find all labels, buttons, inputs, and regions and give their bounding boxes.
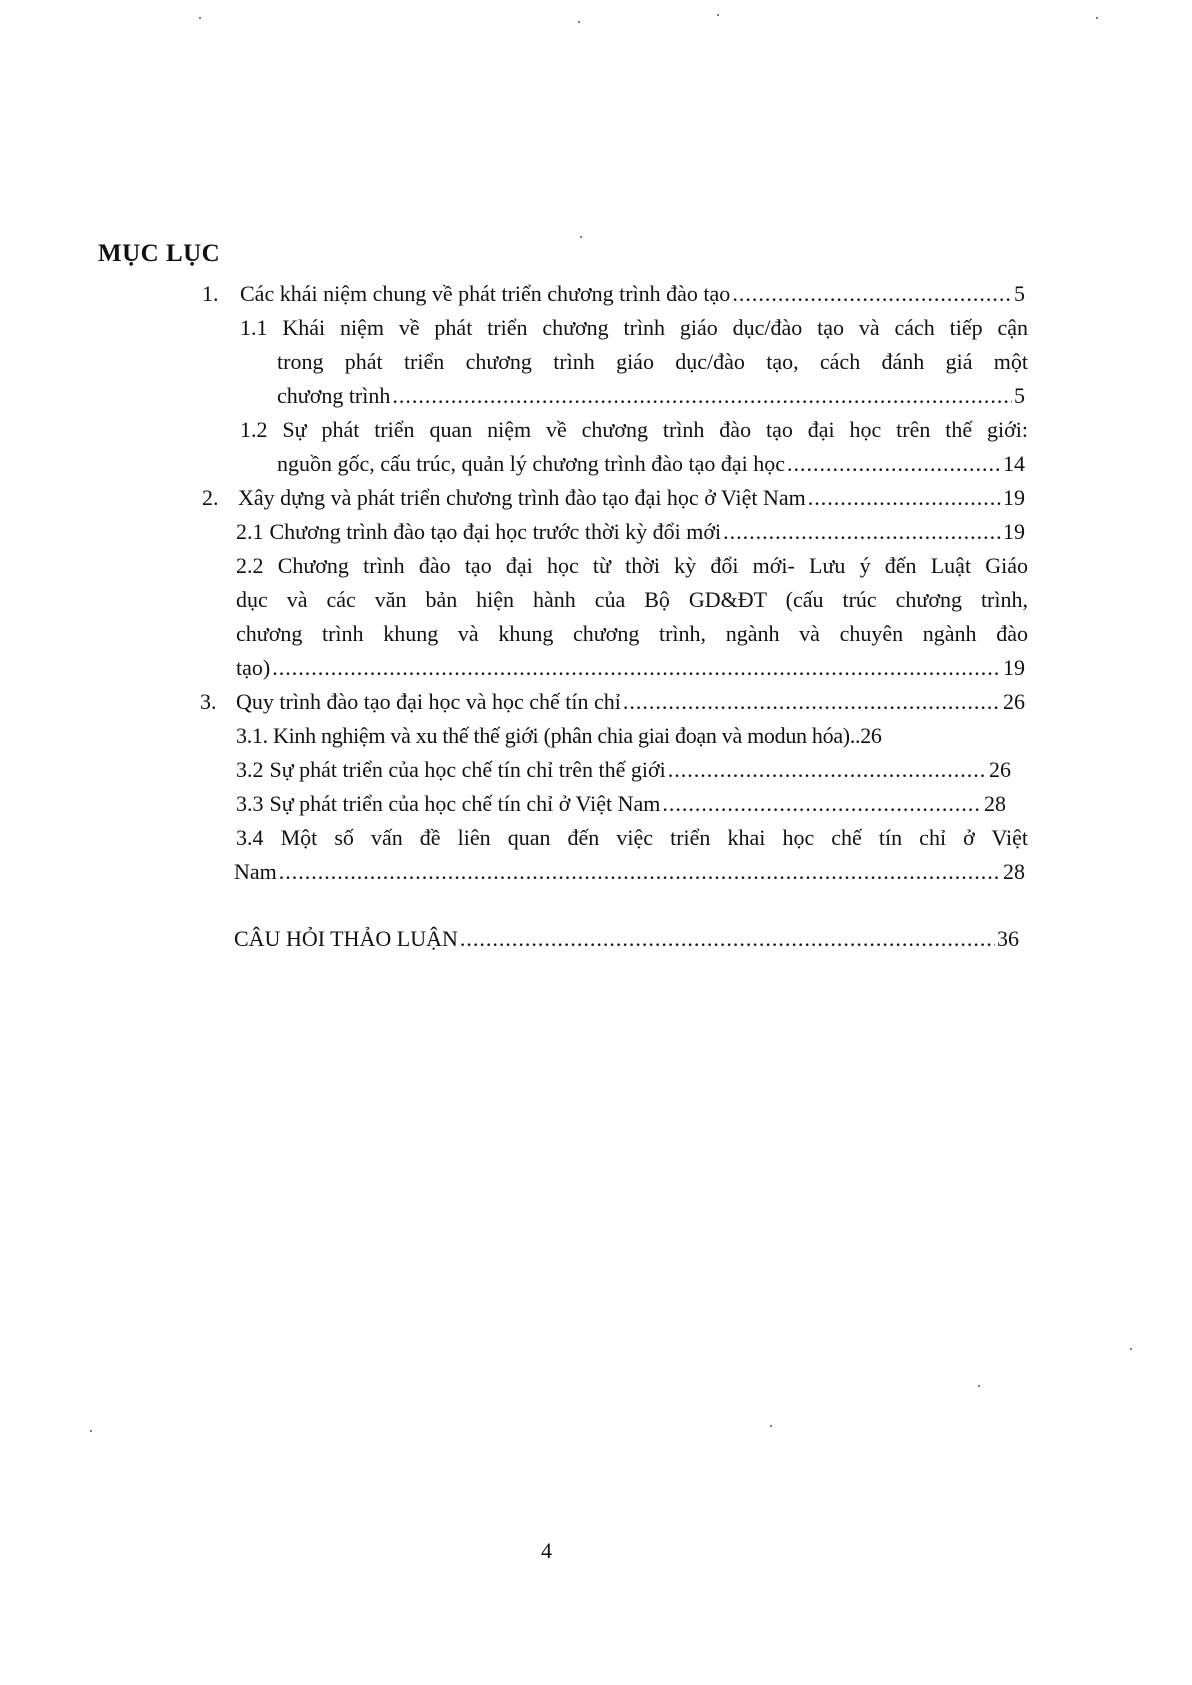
toc-entry-3[interactable]: [200, 685, 1025, 719]
toc-entry-1[interactable]: [202, 277, 1025, 311]
toc-page-number: 36: [997, 926, 1019, 951]
scan-speck: [199, 17, 201, 19]
scan-speck: [1096, 17, 1098, 19]
toc-page-number: 5: [1014, 281, 1025, 306]
toc-entry-text: Chương trình đào tạo đại học trước thời kỳ đổi mới: [269, 519, 722, 544]
toc-entry-number: 3.2: [236, 757, 264, 782]
dot-leader: [723, 515, 1001, 549]
toc-page-number: 28: [984, 791, 1006, 816]
toc-entry-text: Nam: [234, 859, 277, 884]
dot-leader: [272, 651, 1001, 685]
toc-entry-2-1[interactable]: [236, 515, 1025, 549]
toc-entry-number: 2.: [202, 485, 219, 510]
dot-leader: [808, 481, 1001, 515]
scan-speck: [717, 14, 719, 16]
scan-speck: [90, 1430, 92, 1432]
toc-entry-number: 1.1: [240, 315, 268, 340]
scan-speck: [770, 1425, 772, 1427]
scan-speck: [580, 236, 582, 238]
dot-leader: [460, 922, 995, 956]
toc-entry-1-2-line2[interactable]: [277, 447, 1025, 481]
toc-page-number: 19: [1003, 485, 1025, 510]
toc-page-number: 28: [1003, 859, 1025, 884]
toc-entry-text: Một số vấn đề liên quan đến việc triển khai học chế tín chỉ ở Việt: [280, 825, 1028, 850]
toc-entry-text: Quy trình đào tạo đại học và học chế tín chỉ: [236, 689, 621, 714]
toc-entry-number: 3.4: [236, 825, 264, 850]
page-number: 4: [541, 1538, 552, 1563]
toc-entry-3-2[interactable]: [236, 753, 1011, 787]
toc-entry-number: 1.: [202, 281, 219, 306]
dot-leader: [668, 753, 987, 787]
toc-entry-text: Sự phát triển của học chế tín chỉ trên thế giới: [269, 757, 666, 782]
toc-entry-text: nguồn gốc, cấu trúc, quản lý chương trình đào tạo đại học: [277, 451, 786, 476]
toc-entry-number: 1.2: [240, 417, 268, 442]
toc-entry-text: Sự phát triển quan niệm về chương trình đào tạo đại học trên thế giới:: [282, 417, 1029, 442]
toc-entry-3-4-line2[interactable]: [234, 855, 1025, 889]
toc-page-number: 19: [1003, 655, 1025, 680]
dot-leader: [662, 787, 982, 821]
toc-page-number: 14: [1003, 451, 1025, 476]
toc-page-number: 5: [1014, 383, 1025, 408]
toc-entry-text: tạo): [236, 655, 271, 680]
toc-entry-number: 3.: [200, 689, 217, 714]
toc-entry-2[interactable]: [202, 481, 1025, 515]
toc-page-number: 26: [1003, 689, 1025, 714]
toc-page-number: 19: [1003, 519, 1025, 544]
dot-leader: [392, 379, 1012, 413]
dot-leader: [732, 277, 1012, 311]
toc-title: MỤC LỤC: [98, 240, 221, 267]
toc-entry-text: Sự phát triển của học chế tín chỉ ở Việt Nam: [269, 791, 661, 816]
scan-speck: [1130, 1348, 1132, 1350]
toc-entry-text: chương trình: [277, 383, 391, 408]
toc-page-number: 26: [989, 757, 1011, 782]
toc-entry-3-3[interactable]: [236, 787, 1006, 821]
toc-entry-1-1-line1[interactable]: [240, 311, 1028, 345]
toc-entry-2-2-line4[interactable]: [236, 651, 1025, 685]
toc-entry-number: 2.2: [236, 553, 264, 578]
toc-entry-text: Chương trình đào tạo đại học từ thời kỳ đổi mới- Lưu ý đến Luật Giáo: [277, 553, 1029, 578]
toc-entry-questions[interactable]: [234, 922, 1019, 956]
toc-entry-1-2-line1[interactable]: [240, 413, 1028, 447]
toc-entry-text: CÂU HỎI THẢO LUẬN: [234, 926, 458, 951]
toc-entry-3-4-line1[interactable]: [236, 821, 1028, 855]
toc-entry-2-2-line2: dục và các văn bản hiện hành của Bộ GD&ĐT (cấu trúc chương trình,: [236, 587, 1028, 612]
scan-speck: [578, 21, 580, 23]
dot-leader: [279, 855, 1001, 889]
toc-entry-number: 3.3: [236, 791, 264, 816]
toc-entry-1-1-line3[interactable]: [277, 379, 1025, 413]
toc-entry-2-2-line1[interactable]: [236, 549, 1028, 583]
toc-entry-2-2-line3: chương trình khung và khung chương trình, ngành và chuyên ngành đào: [236, 621, 1028, 646]
dot-leader: [787, 447, 1001, 481]
toc-entry-number: 2.1: [236, 519, 264, 544]
toc-entry-text: Khái niệm về phát triển chương trình giáo dục/đào tạo và cách tiếp cận: [282, 315, 1029, 340]
scan-speck: [978, 1385, 980, 1387]
toc-entry-3-1[interactable]: 3.1. Kinh nghiệm và xu thế thế giới (phân chia giai đoạn và modun hóa)..26: [236, 723, 882, 748]
toc-entry-1-1-line2: trong phát triển chương trình giáo dục/đào tạo, cách đánh giá một: [277, 349, 1028, 374]
dot-leader: [623, 685, 1001, 719]
toc-entry-text: Các khái niệm chung về phát triển chương trình đào tạo: [240, 281, 731, 306]
toc-entry-text: Xây dựng và phát triển chương trình đào tạo đại học ở Việt Nam: [238, 485, 806, 510]
